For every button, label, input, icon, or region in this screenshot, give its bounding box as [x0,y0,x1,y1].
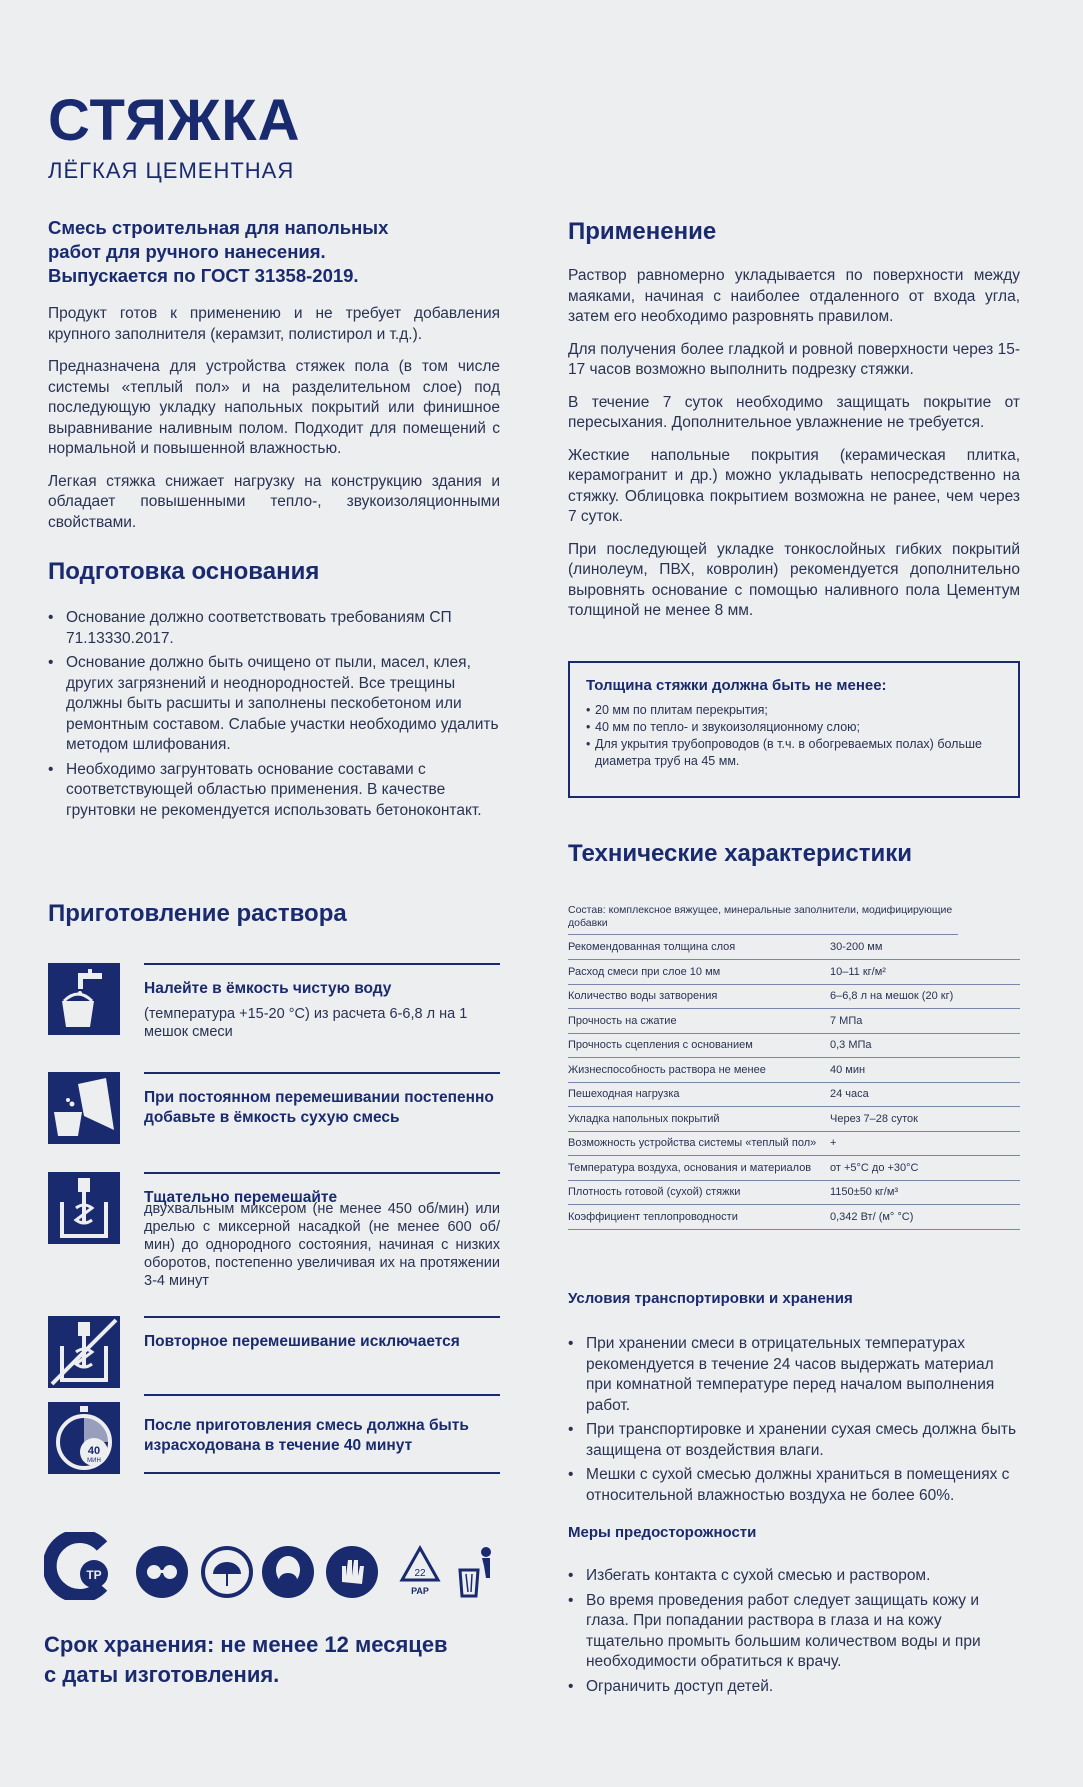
gloves-icon [326,1546,378,1598]
table-row [568,1205,1020,1230]
pour-bag-icon [48,1072,120,1144]
specs-table-wrap [568,904,1020,1230]
mixing-step-2 [48,1072,500,1152]
step-heading: Повторное перемешивание исключается [144,1333,460,1350]
cert-label: ТР [86,1568,102,1582]
table-row [568,1058,1020,1083]
spec-value: 1150±50 кг/м³ [824,1180,1020,1205]
spec-label: Возможность устройства системы «теплый пол» [568,1131,824,1156]
spec-value: 0,3 МПа [824,1033,1020,1058]
list-item: • Ограничить доступ детей. [568,1677,1020,1698]
box-title: Толщина стяжки должна быть не менее: [586,677,887,694]
application-paragraph: Раствор равномерно укладывается по поверхности между маяками, начиная с наиболее отдаленного от входа угла, затем его необходимо разровнять правилом. [568,267,1020,325]
goggles-icon [136,1546,188,1598]
list-item: • Мешки с сухой смесью должны храниться в помещениях с относительной влажностью воздуха не более 60%. [568,1465,1020,1506]
table-row [568,1082,1020,1107]
spec-value: 6–6,8 л на мешок (20 кг) [824,984,1020,1009]
min-thickness-box [568,661,1020,798]
spec-value: от +5°С до +30°С [824,1156,1020,1181]
safety-title: Меры предосторожности [568,1524,757,1541]
step-text: двухвальным миксером (не менее 450 об/мин) или дрелью с миксерной насадкой (не менее 600 об/мин) до однородного состояния, начиная с низких оборотов, постепенно увеличивая их на протяжении 3-4 минут [144,1201,500,1289]
list-item: • При хранении смеси в отрицательных температурах рекомендуется в течение 24 часов выдержать материал при комнатной температуре перед началом выполнения работ. [568,1334,1020,1416]
specs-composition: Состав: комплексное вяжущее, минеральные заполнители, модифицирующие добавки [568,904,958,935]
product-title: СТЯЖКА [48,88,301,153]
mixing-step-1 [48,963,500,1043]
table-row [568,1033,1020,1058]
list-item: • Избегать контакта с сухой смесью и раствором. [568,1566,1020,1587]
application-title: Применение [568,218,717,245]
spec-value: 10–11 кг/м² [824,960,1020,985]
spec-label: Прочность на сжатие [568,1009,824,1034]
table-row [568,984,1020,1009]
intro-paragraph: Продукт готов к применению и не требует добавления крупного заполнителя (керамзит, полистирол и т.д.). [48,305,500,343]
list-item: • Основание должно соответствовать требованиям СП 71.13330.2017. [48,608,500,649]
spec-value: 7 МПа [824,1009,1020,1034]
list-item: • Основание должно быть очищено от пыли, масел, клея, других загрязнений и неоднородностей. Все трещины должны быть расшиты и заполнены пескобетоном или ремонтным составом. Слабые участки необходимо удалить методом шлифования. [48,653,500,756]
spec-label: Жизнеспособность раствора не менее [568,1058,824,1083]
spec-label: Коэффициент теплопроводности [568,1205,824,1230]
spec-value: + [824,1131,1020,1156]
specs-table [568,935,1020,1230]
step-heading: При постоянном перемешивании постепенно добавьте в ёмкость сухую смесь [144,1089,494,1126]
spec-value: 40 мин [824,1058,1020,1083]
recycle-pap-icon [396,1544,444,1600]
spec-value: Через 7–28 суток [824,1107,1020,1132]
spec-label: Укладка напольных покрытий [568,1107,824,1132]
intro-heading: Смесь строительная для напольных работ для ручного нанесения. Выпускается по ГОСТ 31358-2019. [48,217,389,286]
spec-value: 24 часа [824,1082,1020,1107]
step-heading: Налейте в ёмкость чистую воду [144,980,392,997]
intro-section [48,216,500,545]
application-paragraph: Жесткие напольные покрытия (керамическая плитка, керамогранит и др.) можно укладывать непосредственно на стяжку. Облицовка покрытием возможна не ранее, чем через 7 суток. [568,446,1020,525]
transport-list [568,1334,1020,1510]
mixing-title: Приготовление раствора [48,900,347,927]
respirator-icon [262,1546,314,1598]
list-item: • 20 мм по плитам перекрытия; [586,702,1002,719]
table-row [568,1156,1020,1181]
list-item: • При транспортировке и хранении сухая смесь должна быть защищена от воздействия влаги. [568,1420,1020,1461]
step-heading: После приготовления смесь должна быть израсходована в течение 40 минут [144,1417,469,1454]
keep-dry-icon [201,1546,253,1598]
preparation-list [48,608,500,825]
spec-label: Рекомендованная толщина слоя [568,935,824,960]
table-row [568,935,1020,960]
recycle-code: PAP [411,1586,429,1596]
step-text: (температура +15-20 °С) из расчета 6-6,8 л на 1 мешок смеси [144,1006,468,1040]
list-item: • Для укрытия трубопроводов (в т.ч. в обогреваемых полах) больше диаметра труб на 45 мм. [586,736,1002,770]
list-item: • Во время проведения работ следует защищать кожу и глаза. При попадании раствора в глаза и на кожу тщательно промыть большим количеством воды и при необходимости обратиться к врачу. [568,1591,1020,1673]
timer-40-icon [48,1402,120,1474]
table-row [568,1107,1020,1132]
mixing-step-5 [48,1402,500,1474]
specs-title: Технические характеристики [568,840,913,867]
spec-label: Прочность сцепления с основанием [568,1033,824,1058]
spec-value: 30-200 мм [824,935,1020,960]
transport-title: Условия транспортировки и хранения [568,1290,853,1307]
mixing-step-3 [48,1172,500,1302]
step-heading: Тщательно перемешайте [144,1189,338,1206]
list-item: • Необходимо загрунтовать основание составами с соответствующей областью применения. В качестве грунтовки не рекомендуется использовать бетоноконтакт. [48,760,500,822]
spec-label: Плотность готовой (сухой) стяжки [568,1180,824,1205]
recycle-number: 22 [414,1568,426,1579]
table-row [568,1009,1020,1034]
table-row [568,960,1020,985]
spec-label: Количество воды затворения [568,984,824,1009]
timer-unit: МИН [87,1458,101,1464]
shelf-life: Срок хранения: не менее 12 месяцев с даты изготовления. [44,1632,448,1687]
preparation-title: Подготовка основания [48,558,320,585]
intro-paragraph: Легкая стяжка снижает нагрузку на конструкцию здания и обладает повышенными тепло-, звукоизоляционными свойствами. [48,472,500,531]
spec-label: Расход смеси при слое 10 мм [568,960,824,985]
spec-value: 0,342 Вт/ (м° °С) [824,1205,1020,1230]
application-paragraph: При последующей укладке тонкослойных гибких покрытий (линолеум, ПВХ, ковролин) рекомендуется дополнительно выровнять основание с помощью наливного пола Цементум толщиной не менее 8 мм. [568,540,1020,619]
mixer-icon [48,1172,120,1244]
timer-value: 40 [87,1445,101,1457]
application-paragraph: Для получения более гладкой и ровной поверхности через 15-17 часов возможно выполнить подрезку стяжки. [568,340,1020,378]
application-paragraph: В течение 7 суток необходимо защищать покрытие от пересыхания. Дополнительное увлажнение не требуется. [568,393,1020,431]
table-row [568,1131,1020,1156]
application-section [568,266,1020,634]
dispose-bin-icon [456,1544,500,1600]
eac-certification-icon [44,1532,112,1600]
spec-label: Температура воздуха, основания и материалов [568,1156,824,1181]
mixing-step-4 [48,1316,500,1396]
water-tap-bucket-icon [48,963,120,1035]
no-remix-icon [48,1316,120,1388]
list-item: • 40 мм по тепло- и звукоизоляционному слою; [586,719,1002,736]
intro-paragraph: Предназначена для устройства стяжек пола (в том числе системы «теплый пол» и на разделительном слое) под последующую укладку напольных покрытий или финишное выравнивание наливным полом. Подходит для помещений с нормальной и повышенной влажностью. [48,358,500,457]
safety-list [568,1566,1020,1701]
product-subtitle: ЛЁГКАЯ ЦЕМЕНТНАЯ [48,158,295,183]
table-row [568,1180,1020,1205]
spec-label: Пешеходная нагрузка [568,1082,824,1107]
